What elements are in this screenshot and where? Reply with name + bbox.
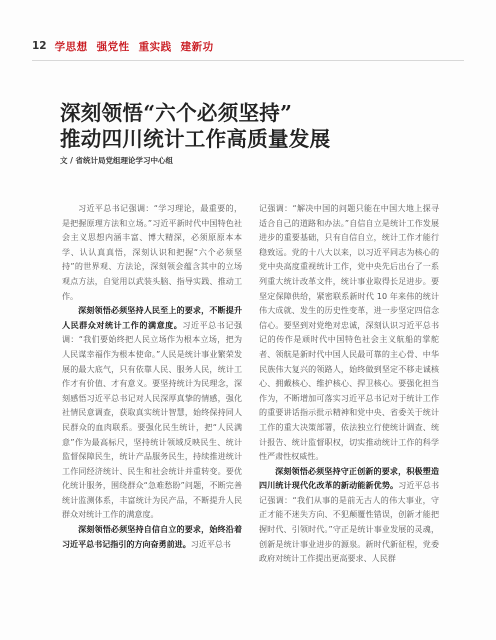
body-column-right [259,202,439,567]
paragraph-lead: 深刻领悟必须坚持人民至上的要求，不断提升人民群众对统计工作的满意度。 [62,306,242,330]
header-keyword: 建新功 [180,40,214,53]
article-byline: 文 / 省统计局党组理论学习中心组 [60,156,173,165]
paragraph [62,523,242,552]
paragraph-lead: 深刻领悟必须坚持守正创新的要求，积极塑造四川统计现代化改革的新动能新优势。 [259,466,439,491]
article-title [60,100,330,152]
header-divider [32,60,464,61]
body-column-left [62,202,242,552]
header-keyword: 强党性 [96,40,130,53]
page-number: 12 [32,40,47,52]
page-header [32,38,223,54]
paragraph-lead: 深刻领悟必须坚持自信自立的要求，始终沿着习近平总书记指引的方向奋勇前进。 [62,525,242,549]
header-keyword: 重实践 [138,40,172,53]
title-line-2: 推动四川统计工作高质量发展 [60,127,331,151]
paragraph-text: 习近平总书记强调：“学习理论，最重要的，是把握原理方法和立场。”习近平新时代中国特色社会主义思想内涵丰富、博大精深，必须原原本本学、认认真真悟，深刻认识和把握“六个必须坚持”的世界观、方法论，深刻领会蕴含其中的立场观点方法，自觉用以武装头脑、指导实践、推动工作。 [62,204,242,301]
paragraph-text: 习近平总书 [190,539,231,549]
paragraph-text: 记强调：“解决中国的问题只能在中国大地上探寻适合自己的道路和办法。”自信自立是统计工作发展进步的重要基础，只有自信自立，统计工作才能行稳致远。党的十八大以来，以习近平同志为核心的党中央高度重视统计工作，党中央先后出台了一系列重大统计改革文件，统计事业取得长足进步。要坚定保障供给，紧密联系新时代 10 年来伟的统计伟大成就、发生的历史性变革，进一步坚定四信念信心。要坚到对党绝对忠诚，深刻认识习近平总书记的传作是顽时代中国特色社会主义航船的掌舵者、领航是新时代中国人民最可靠的主心骨、中华民族伟大复兴的领路人，始终做到坚定不移走诚核心、拥戴核心、维护核心、捍卫核心。要强化担当作为，不断增加可落实习近平总书记对于统计工作的重要讲话指示批示精神和党中央、省委关于统计工作的重大决策部署，依法独立行使统计调查、统计报告、统计监督职权，切实推动统计工作的科学性严肃性权威性。 [259,204,439,462]
paragraph-text: 习近平总书记强调：“我们要始终把人民立场作为根本立场，把为人民谋幸福作为根本使命。”人民是统计事业繁荣发展的最大底气，只有依靠人民、服务人民，统计工作才有价值、才有意义。要坚持统计为民理念，深刻感悟习近平总书记对人民深厚真挚的情感，强化社情民意调查，获取真实统计智慧，始终保持同人民群众的血肉联系。要强化民生统计，把“人民满意”作为最高标尺，坚持统计领域反映民生、统计监督保障民生，统计产品服务民生，持续推进统计工作同经济统计、民生和社会统计并重转变。要优化统计服务，围绕群众“急难愁盼”问题，不断完善统计监测体系，丰富统计为民产品，不断提升人民群众对统计工作的满意度。 [62,320,243,520]
title-line-1: 深刻领悟“六个必须坚持” [60,101,293,125]
paragraph [62,202,242,304]
paragraph-text: 习近平总书记强调：“我们从事的是前无古人的伟大事业，守正才能不迷失方向、不犯颠覆性错误，创新才能把握时代、引领时代。”守正是统计事业发展的灵魂，创新是统计事业进步的源泉。新时代新征程，党委政府对统计工作提出更高要求、人民群 [259,481,440,564]
paragraph [259,465,439,567]
paragraph [62,304,242,523]
header-keyword: 学思想 [54,40,88,53]
paragraph-continued [259,202,439,465]
